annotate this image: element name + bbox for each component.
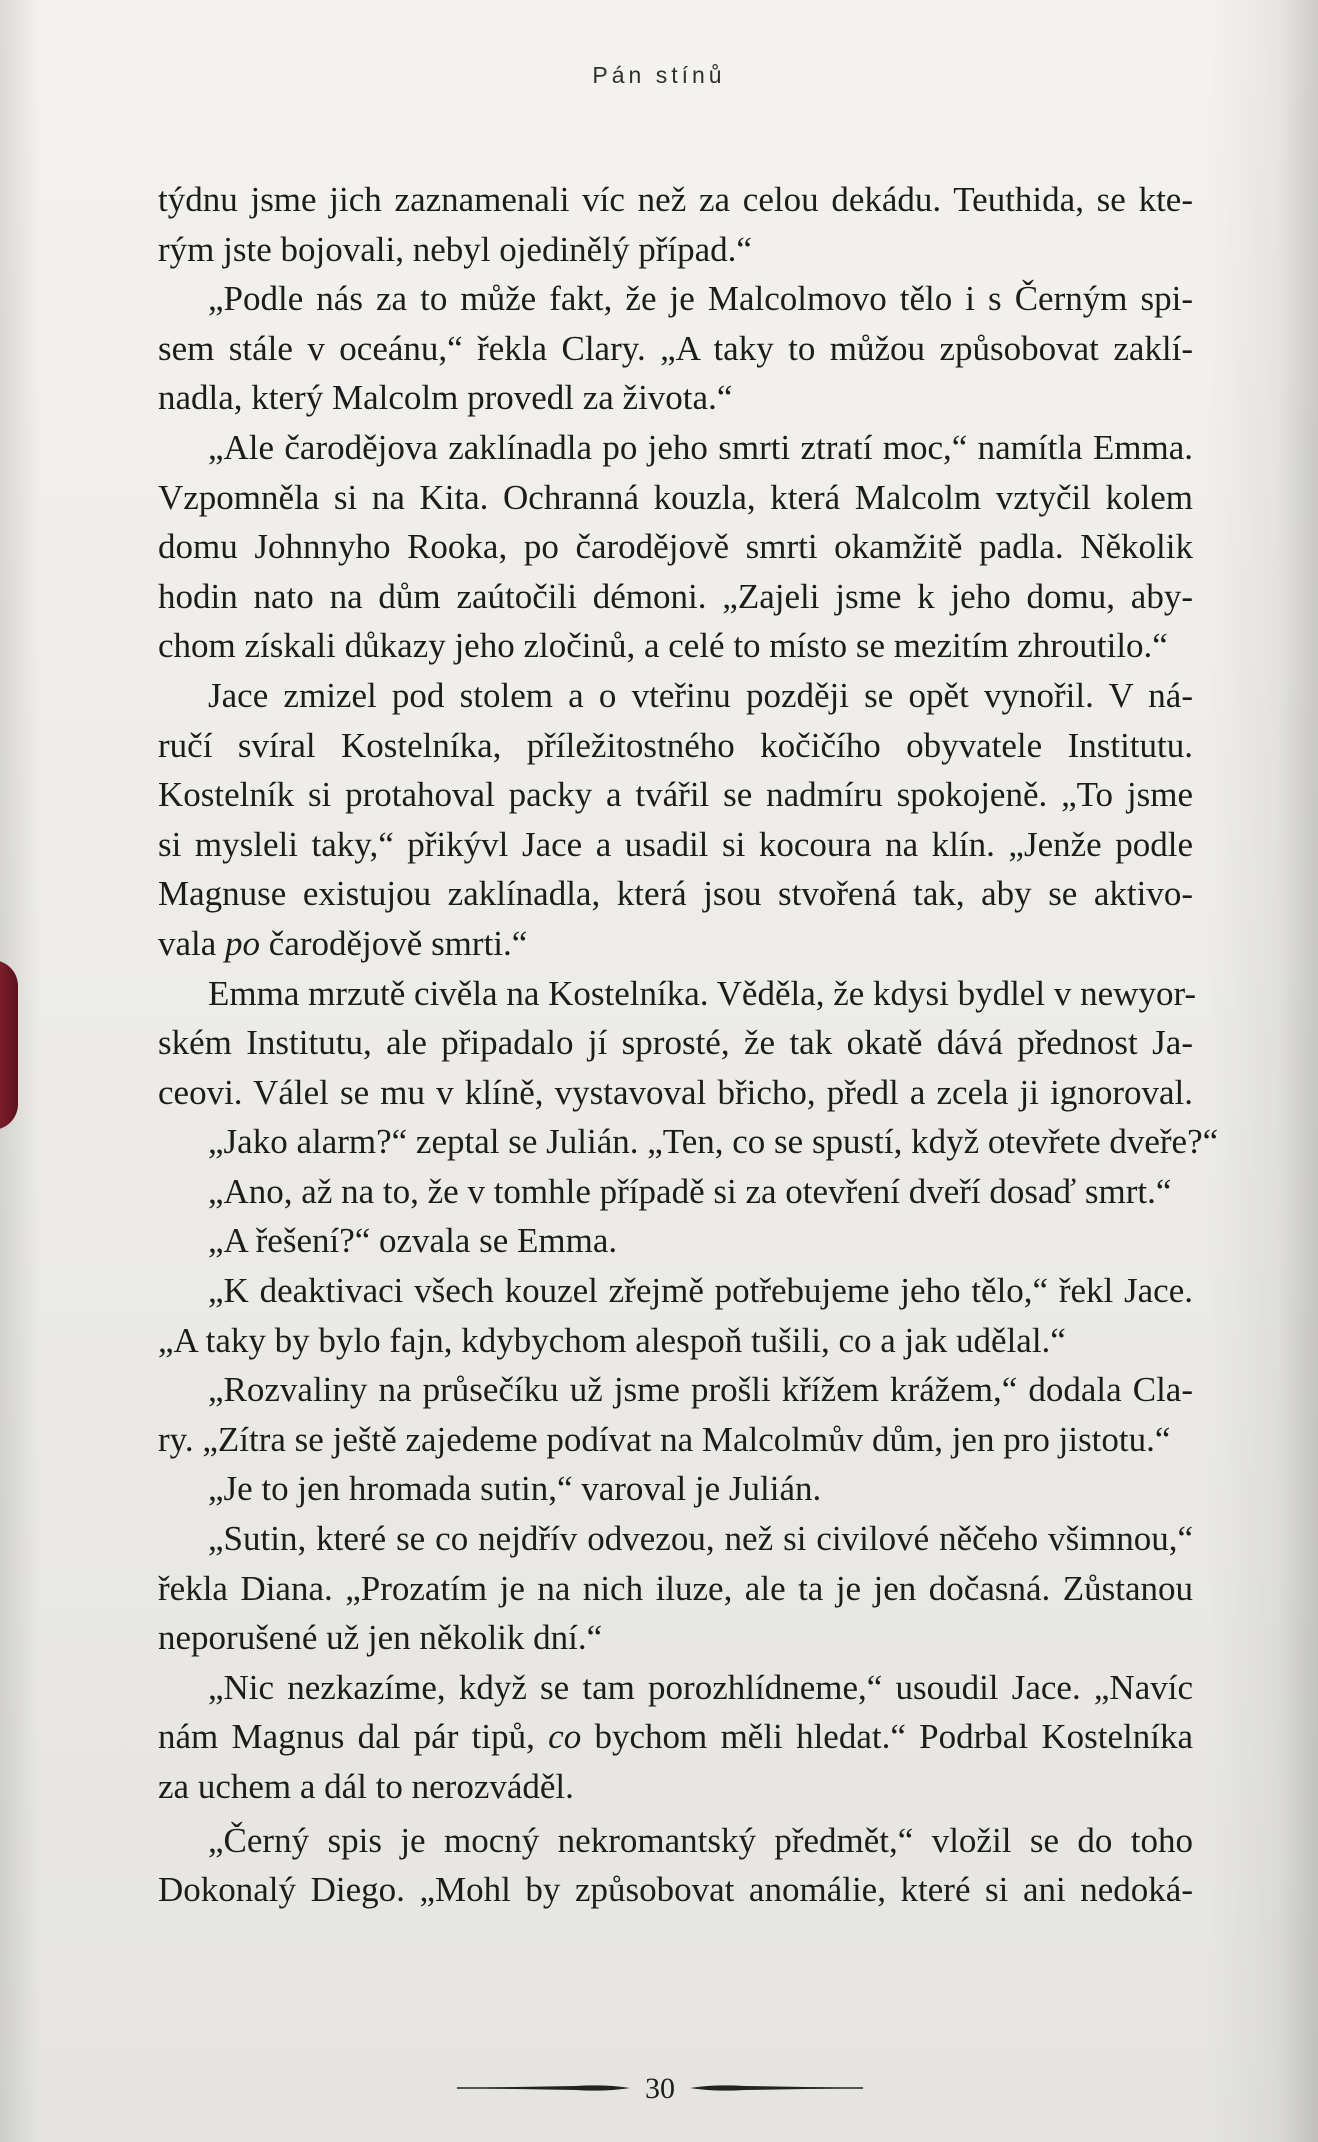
text-line: rým jste bojovali, nebyl ojedinělý případ.“ bbox=[158, 229, 752, 269]
text-line: Dokonalý Diego. „Mohl by způsobovat anomálie, které si ani nedoká- bbox=[158, 1870, 1193, 1910]
text-line: Jace zmizel pod stolem a o vteřinu později se opět vynořil. V ná- bbox=[208, 675, 1193, 715]
text-line: ceovi. Válel se mu v klíně, vystavoval břicho, předl a zcela ji ignoroval. bbox=[158, 1072, 1193, 1112]
text-line: vala po čarodějově smrti.“ bbox=[158, 923, 528, 963]
text-line: za uchem a dál to nerozváděl. bbox=[158, 1767, 574, 1806]
text-line: nám Magnus dal pár tipů, co bychom měli hledat.“ Podrbal Kostelníka bbox=[158, 1717, 1193, 1757]
body-text bbox=[158, 175, 1219, 1915]
running-head: Pán stínů bbox=[592, 62, 726, 88]
text-line: „Ano, až na to, že v tomhle případě si za otevření dveří dosaď smrt.“ bbox=[208, 1171, 1172, 1211]
text-line: hodin nato na dům zaútočili démoni. „Zajeli jsme k jeho domu, aby- bbox=[158, 576, 1193, 616]
text-line: si mysleli taky,“ přikývl Jace a usadil si kocoura na klín. „Jenže podle bbox=[158, 824, 1193, 864]
text-line: neporušené už jen několik dní.“ bbox=[158, 1618, 603, 1658]
text-line: ručí svíral Kostelníka, příležitostného kočičího obyvatele Institutu. bbox=[158, 725, 1193, 765]
text-line: Kostelník si protahoval packy a tvářil se nadmíru spokojeně. „To jsme bbox=[158, 775, 1193, 815]
text-line: domu Johnnyho Rooka, po čarodějově smrti okamžitě padla. Několik bbox=[158, 527, 1193, 567]
right-ornament-rule bbox=[690, 2076, 865, 2100]
text-line: „A taky by bylo fajn, kdybychom alespoň tušili, co a jak udělal.“ bbox=[158, 1320, 1066, 1360]
text-line: týdnu jsme jich zaznamenali víc než za celou dekádu. Teuthida, se kte- bbox=[158, 180, 1193, 219]
text-line: ry. „Zítra se ještě zajedeme podívat na Malcolmův dům, jen pro jistotu.“ bbox=[158, 1419, 1171, 1459]
left-ornament-rule bbox=[455, 2076, 630, 2100]
text-line: „Nic nezkazíme, když se tam porozhlídneme,“ usoudil Jace. „Navíc bbox=[208, 1667, 1193, 1707]
text-line: sem stále v oceánu,“ řekla Clary. „A taky to můžou způsobovat zaklí- bbox=[158, 328, 1193, 368]
emphasis: co bbox=[548, 1717, 582, 1757]
text-line: „Černý spis je mocný nekromantský předmět,“ vložil se do toho bbox=[208, 1820, 1193, 1860]
text-line: „Sutin, které se co nejdřív odvezou, než si civilové něčeho všimnou,“ bbox=[208, 1519, 1193, 1559]
text-line: „Ale čarodějova zaklínadla po jeho smrti ztratí moc,“ namítla Emma. bbox=[208, 427, 1193, 467]
text-line: „A řešení?“ ozvala se Emma. bbox=[208, 1221, 618, 1261]
text-line: Emma mrzutě civěla na Kostelníka. Věděla, že kdysi bydlel v newyor- bbox=[208, 973, 1197, 1013]
text-line: „Podle nás za to může fakt, že je Malcolmovo tělo i s Černým spi- bbox=[208, 279, 1193, 319]
text-line: Vzpomněla si na Kita. Ochranná kouzla, která Malcolm vztyčil kolem bbox=[158, 477, 1193, 517]
page-footer bbox=[0, 2072, 1318, 2108]
text-line: ském Institutu, ale připadalo jí sprosté, že tak okatě dává přednost Ja- bbox=[158, 1023, 1193, 1063]
emphasis: po bbox=[225, 923, 261, 963]
text-line: Magnuse existujou zaklínadla, která jsou stvořená tak, aby se aktivo- bbox=[158, 874, 1193, 914]
text-line: „Rozvaliny na průsečíku už jsme prošli křížem krážem,“ dodala Cla- bbox=[208, 1370, 1193, 1410]
text-line: řekla Diana. „Prozatím je na nich iluze, ale ta je jen dočasná. Zůstanou bbox=[158, 1568, 1193, 1608]
text-line: „Je to jen hromada sutin,“ varoval je Julián. bbox=[208, 1469, 822, 1509]
text-line: nadla, který Malcolm provedl za života.“ bbox=[158, 378, 733, 418]
text-line: „Jako alarm?“ zeptal se Julián. „Ten, co se spustí, když otevřete dveře?“ bbox=[208, 1122, 1219, 1162]
text-line: chom získali důkazy jeho zločinů, a celé to místo se mezitím zhroutilo.“ bbox=[158, 626, 1168, 666]
page-number: 30 bbox=[645, 2072, 675, 2105]
bookmark-ribbon bbox=[0, 960, 18, 1130]
text-line: „K deaktivaci všech kouzel zřejmě potřebujeme jeho tělo,“ řekl Jace. bbox=[208, 1271, 1193, 1311]
